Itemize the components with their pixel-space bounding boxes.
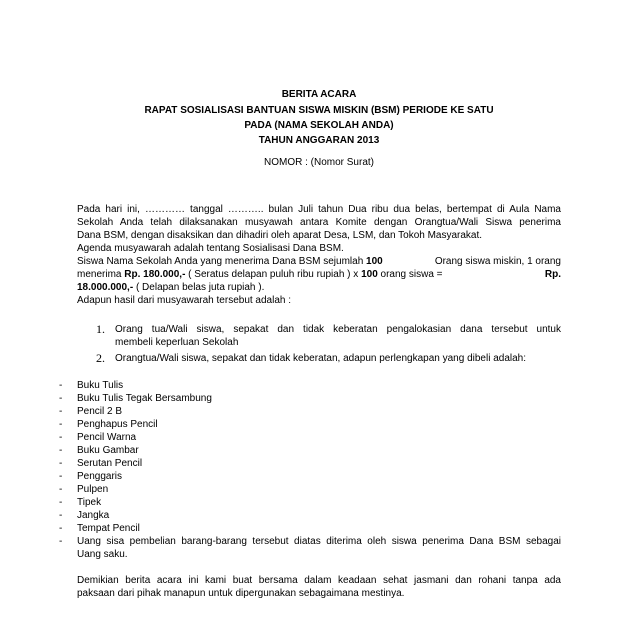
list-number: 2. xyxy=(96,351,105,365)
letter-number: NOMOR : (Nomor Surat) xyxy=(263,157,374,168)
numbered-item-line: membeli keperluan Sekolah xyxy=(115,337,239,348)
numbered-item-line: Orang tua/Wali siswa, sepakat dan tidak keberatan pengalokasian dana tersebut untuk xyxy=(115,324,561,335)
paragraph-line: Pada hari ini, ………… tanggal ……….. bulan Juli tahun Dua ribu dua belas, bertempat di Aula Nama xyxy=(77,204,561,215)
closing-line: Demikian berita acara ini kami buat bersama dalam keadaan sehat jasmani dan rohani tanpa ada xyxy=(77,575,561,586)
result-intro: Adapun hasil dari musyawarah tersebut adalah : xyxy=(77,295,292,306)
agenda-line: Agenda musyawarah adalah tentang Sosialisasi Dana BSM. xyxy=(77,243,344,254)
currency-label: Rp. xyxy=(544,269,561,280)
recipients-line: Siswa Nama Sekolah Anda yang menerima Dana BSM sejumlah 100 Orang siswa miskin, 1 orang xyxy=(77,256,561,267)
fiscal-year-line: TAHUN ANGGARAN 2013 xyxy=(258,135,380,146)
school-name-line: PADA (NAMA SEKOLAH ANDA) xyxy=(244,120,394,131)
doc-subtitle: RAPAT SOSIALISASI BANTUAN SISWA MISKIN (BSM) PERIODE KE SATU xyxy=(144,105,494,116)
paragraph-line: Dana BSM, dengan disaksikan dan dihadiri oleh aparat Desa, LSM, dan Tokoh Masyarakat. xyxy=(77,230,483,241)
document-page: BERITA ACARA RAPAT SOSIALISASI BANTUAN SISWA MISKIN (BSM) PERIODE KE SATU PADA (NAMA SEKOLAH ANDA) TAHUN ANGGARAN 2013 NOMOR : (Nomor Surat) Pada hari ini, ………… tanggal ……….. bulan Juli tahun Dua ribu dua belas, bertempat di Aula Nama Sekolah Anda telah dilaksanakan musyawah antara Komite dengan Orangtua/Wali Siswa penerima Dana BSM, dengan disaksikan dan dihadiri oleh aparat Desa, LSM, dan Tokoh Masyarakat. Agenda musyawarah adalah tentang Sosialisasi Dana BSM. Siswa Nama Sekolah Anda yang menerima Dana BSM sejumlah 100 Orang siswa miskin, 1 orang menerima Rp. 180.000,- ( Seratus delapan puluh ribu rupiah ) x 100 orang siswa = Rp. 18.000.000,- ( Delapan belas juta rupiah ). Adapun hasil dari musyawarah tersebut adalah : 1. Orang tua/Wali siswa, sepakat dan tidak keberatan pengalokasian dana tersebut untuk membeli keperluan Sekolah 2. Orangtua/Wali siswa, sepakat dan tidak keberatan, adapun perlengkapan yang dibeli adalah: - Buku Tulis - Buku Tulis Tegak Bersambung - Pencil 2 B - Penghapus Pencil - Pencil Warna - Buku Gambar - Serutan Pencil - Penggaris - Pulpen - Tipek - Jangka - Tempat Pencil - Uang sisa pembelian barang-barang tersebut diatas diterima oleh siswa penerima Dana BSM sebagai Uang saku. Demikian berita acara ini kami buat bersama dalam keadaan sehat jasmani dan rohani tanpa ada paksaan dari pihak manapun untuk dipergunakan sebagaimana mestinya. xyxy=(0,0,638,630)
numbered-item-line: Orangtua/Wali siswa, sepakat dan tidak keberatan, adapun perlengkapan yang dibeli adalah: xyxy=(115,353,527,364)
doc-title: BERITA ACARA xyxy=(281,89,357,100)
paragraph-line: Sekolah Anda telah dilaksanakan musyawah antara Komite dengan Orangtua/Wali Siswa penerima xyxy=(77,217,561,228)
total-line: 18.000.000,- ( Delapan belas juta rupiah ). xyxy=(77,282,265,293)
closing-line: paksaan dari pihak manapun untuk dipergunakan sebagaimana mestinya. xyxy=(77,588,405,599)
amount-line: menerima Rp. 180.000,- ( Seratus delapan puluh ribu rupiah ) x 100 orang siswa = Rp. xyxy=(77,269,561,280)
list-number: 1. xyxy=(96,322,105,336)
